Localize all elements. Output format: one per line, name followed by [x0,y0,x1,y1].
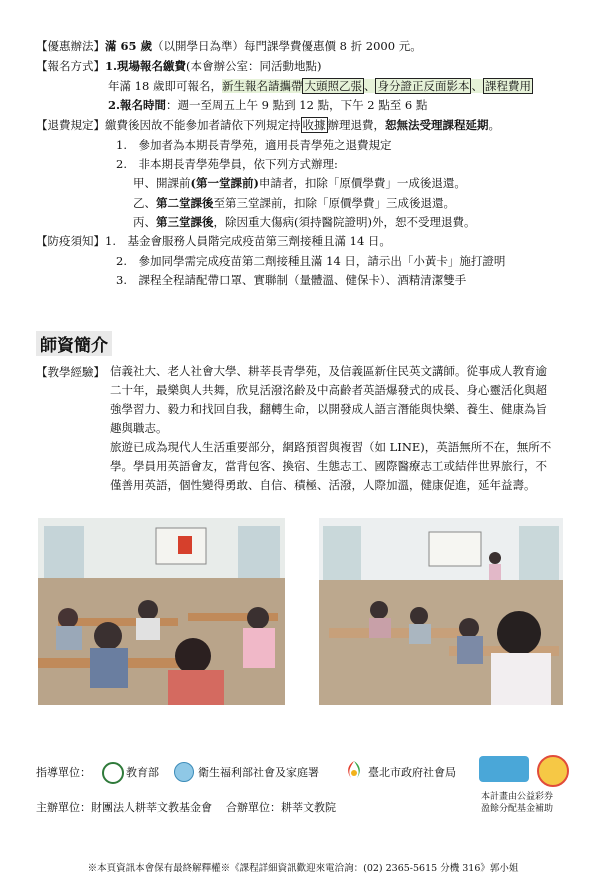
register-item1-title: 1.現場報名繳費 [105,59,187,73]
refund-a-rest: 申請者，扣除「原價學費」一成後退還。 [258,176,466,190]
refund-rule-b [133,195,455,211]
discount-age: 滿 65 歲 [105,39,153,53]
co-organizer-name: 耕莘文教院 [281,801,336,814]
exp-p1-l3: 強學習力、毅力和找回自我，翻轉生命，以開發成人語言潛能與快樂、養生、健康為旨 [110,402,547,416]
classroom-photo-left [38,518,285,705]
refund-c-rest: ，除因重大傷病(須持醫院證明)外，恕不受理退費。 [213,215,476,229]
organizer-line [36,800,336,816]
classroom-photo-right [319,518,563,705]
exp-p1-l2: 二十年，最樂與人共舞，欣見活潑洺齡及中高齡者英語爆發式的成長、身心靈活化與超 [110,383,547,397]
register-label: 【報名方式】 [36,59,105,73]
discount-detail: （以開學日為準）每門課學費優惠價 8 折 2000 元。 [152,39,422,53]
register-item2-detail: ：週一至周五上午 9 點到 12 點，下午 2 點至 6 點 [166,98,428,112]
epidemic-line-1 [36,233,391,249]
moe-name: 教育部 [126,766,159,779]
footer-note: ※本頁資訊本會保有最終解釋權※《課程詳細資訊歡迎來電洽詢：(02) 2365-5615 分機 316》郭小姐 [87,863,519,874]
refund-rule-c [133,214,475,230]
discount-line [36,38,422,54]
refund-no-postpone: 恕無法受理課程延期 [385,118,489,132]
sfaa-logo-icon [174,762,194,782]
organizer-name: 財團法人耕莘文教基金會 [91,801,212,814]
refund-rule-1: 1. 參加者為本期長青學苑，適用長青學苑之退費規定 [116,138,392,152]
moe-logo-icon [102,762,124,784]
refund-line [36,117,500,133]
exp-p2-l2: 學。學員用英語會友，當背包客、換宿、生態志工、國際醫療志工或結伴世界旅行，不 [110,459,547,473]
refund-end: 。 [488,118,500,132]
discount-label: 【優惠辦法】 [36,39,105,53]
co-organizer-label: 合辦單位： [226,801,281,814]
refund-b-rest: 至第三堂課前，扣除「原價學費」三成後退還。 [213,196,455,210]
teacher-section-title: 師資簡介 [36,331,112,356]
register-item2-title: 2.報名時間 [108,98,167,112]
exp-p2-l3: 僅善用英語，個性變得勇敢、自信、積極、活潑，人際加溫，健康促進，延年益壽。 [110,478,536,492]
tpe-name: 臺北市政府社會局 [368,766,456,779]
register-item1-detail: (本會辦公室：同活動地點) [186,59,322,73]
taipei-social-logo-art [343,759,365,781]
teacher-exp-label: 【教學經驗】 [36,365,105,379]
refund-rule-a [133,175,466,191]
classroom-photo-right-art [319,518,563,705]
refund-b-pre: 乙、 [133,196,156,210]
sfaa-name: 衛生福利部社會及家庭署 [198,766,319,779]
refund-b-bold: 第二堂課後 [156,196,214,210]
exp-p1-l1: 信義社大、老人社會大學、耕莘長青學苑，及信義區新住民英文講師。從事成人教育逾 [110,364,547,378]
refund-pre: 繳費後因故不能參加者請依下列規定持 [105,118,301,132]
guide-label: 指導單位： [36,766,91,779]
register-photo-box: 大頭照乙張 [304,79,362,93]
teacher-experience [110,362,572,495]
register-fee-box: 課程費用 [484,79,531,93]
register-line-2 [108,78,533,94]
refund-a-bold: (第一堂課前) [190,176,259,190]
refund-rule-2: 2. 非本期長青學苑學員，依下列方式辦理: [116,157,338,171]
badge-note-line-1: 本計畫由公益彩券 [481,792,554,802]
register-sep-1: 、 [363,79,376,93]
register-line-1 [36,58,322,74]
lottery-badge-icon [479,756,529,782]
refund-c-bold: 第三堂課後 [156,215,214,229]
classroom-photo-left-art [38,518,285,705]
register-age-note: 年滿 18 歲即可報名， [108,79,222,93]
register-bring-note: 新生報名請攜帶 [221,79,303,93]
epidemic-rule-3: 3. 課程全程請配帶口罩、實聯制（量體溫、健保卡）、酒精清潔雙手 [116,273,467,287]
exp-p1-l4: 趣與職志。 [110,421,168,435]
badge-note [481,791,553,815]
taipei-social-logo-icon [343,759,365,781]
refund-c-pre: 丙、 [133,215,156,229]
exp-p2-l1: 旅遊已成為現代人生活重要部分，網路預習與複習（如 LINE)，英語無所不在，無所不 [110,440,552,454]
register-sep-2: 、 [471,79,483,93]
organizer-label: 主辦單位： [36,801,91,814]
badge-note-line-2: 盈餘分配基金補助 [481,804,554,814]
refund-mid: 辦理退費， [327,118,385,132]
refund-label: 【退費規定】 [36,118,105,132]
refund-receipt-box: 收據 [302,118,326,132]
register-id-box: 身分證正反面影本 [377,79,470,93]
welfare-heart-badge-icon [537,755,569,787]
epidemic-rule-2: 2. 參加同學需完成疫苗第二劑接種且滿 14 日，請示出「小黃卡」施打證明 [116,254,506,268]
register-line-3 [108,97,427,113]
refund-a-pre: 甲、開課前 [133,176,191,190]
epidemic-label: 【防疫須知】 [36,234,105,248]
epidemic-rule-1: 1. 基金會服務人員階完成疫苗第三劑接種且滿 14 日。 [105,234,391,248]
